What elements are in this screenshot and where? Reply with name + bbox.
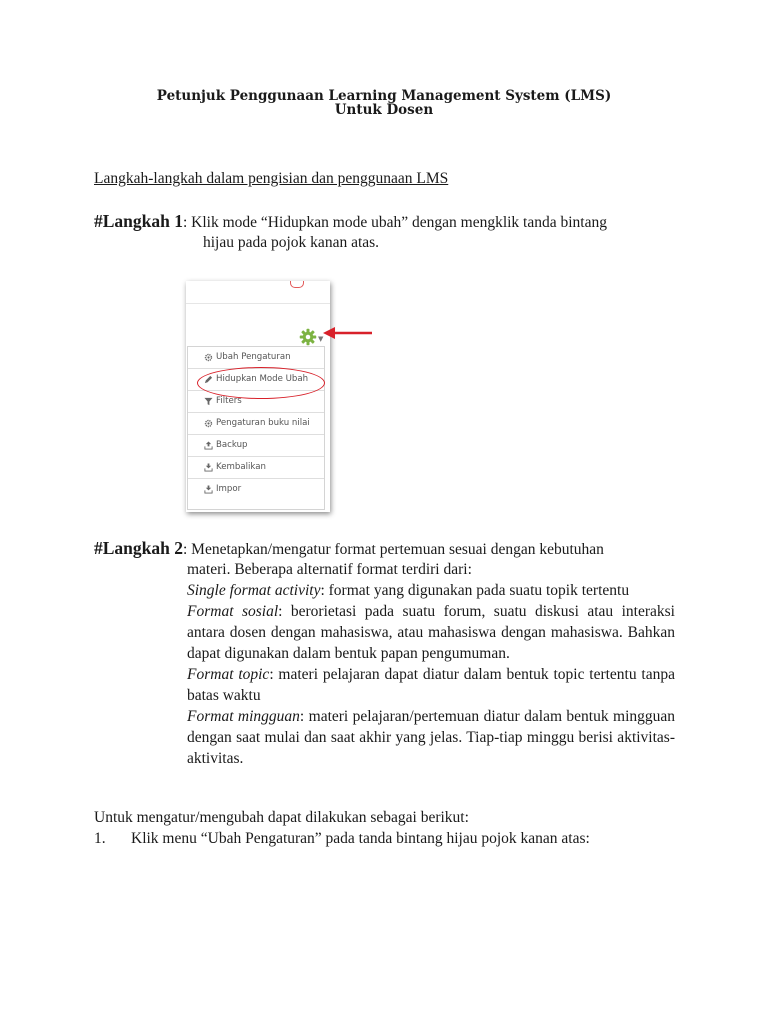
menu-item-pengaturan-buku-nilai[interactable] (188, 413, 324, 435)
instructions-intro: Untuk mengatur/mengubah dapat dilakukan sebagai berikut: (94, 809, 469, 826)
menu-item-label: Backup (216, 440, 248, 450)
red-arrow-icon (322, 324, 376, 344)
highlight-oval (197, 367, 325, 399)
step-1-text-cont: hijau pada pojok kanan atas. (203, 234, 380, 251)
format-item (187, 664, 675, 706)
step-2-text-cont: materi. Beberapa alternatif format terdiri dari: (187, 561, 472, 578)
step-2-text: : Menetapkan/mengatur format pertemuan sesuai dengan kebutuhan (183, 541, 604, 558)
menu-item-label: Impor (216, 484, 242, 494)
menu-item-impor[interactable] (188, 479, 324, 501)
menu-item-ubah-pengaturan[interactable] (188, 347, 324, 369)
menu-item-label: Filters (216, 396, 242, 406)
step-2 (94, 538, 604, 560)
format-desc: : materi pelajaran dapat diatur dalam bentuk topic tertentu tanpa batas waktu (187, 666, 675, 704)
format-name: Single format activity (187, 582, 321, 599)
format-desc: : berorietasi pada suatu forum, suatu diskusi atau interaksi antara dosen dengan mahasiswa, atau mahasiswa dengan mahasiswa. Bahkan dapat digunakan dalam bentuk papan pengumuman. (187, 603, 675, 662)
format-name: Format mingguan (187, 708, 300, 725)
menu-item-label: Hidupkan Mode Ubah (216, 374, 309, 384)
step-2-label: #Langkah 2 (94, 538, 183, 558)
divider (186, 303, 330, 304)
format-list (187, 580, 675, 769)
gear-icon (204, 419, 213, 428)
menu-item-backup[interactable] (188, 435, 324, 457)
download-icon (204, 485, 213, 494)
filter-icon (204, 397, 213, 406)
format-desc: : materi pelajaran/pertemuan diatur dalam bentuk mingguan dengan saat mulai dan saat akhir yang jelas. Tiap-tiap minggu berisi aktivitas-aktivitas. (187, 708, 675, 767)
menu-item-kembalikan[interactable] (188, 457, 324, 479)
gear-icon (299, 328, 317, 346)
step-1-text: : Klik mode “Hidupkan mode ubah” dengan mengklik tanda bintang (183, 214, 607, 231)
chevron-down-icon: ▼ (318, 335, 324, 343)
format-item (187, 706, 675, 769)
format-item (187, 601, 675, 664)
menu-item-label: Pengaturan buku nilai (216, 418, 310, 428)
download-icon (204, 463, 213, 472)
document-subtitle: Untuk Dosen (334, 102, 434, 118)
upload-icon (204, 441, 213, 450)
step-1 (94, 211, 607, 233)
partial-icon (290, 281, 304, 288)
instruction-number: 1. (94, 830, 106, 847)
step-1-label: #Langkah 1 (94, 211, 183, 231)
menu-item-label: Kembalikan (216, 462, 266, 472)
format-item (187, 580, 675, 601)
format-desc: : format yang digunakan pada suatu topik tertentu (320, 582, 630, 599)
menu-item-label: Ubah Pengaturan (216, 352, 291, 362)
instruction-text: Klik menu “Ubah Pengaturan” pada tanda bintang hijau pojok kanan atas: (131, 830, 590, 847)
format-name: Format topic (187, 666, 270, 683)
format-name: Format sosial (187, 603, 279, 620)
section-heading: Langkah-langkah dalam pengisian dan penggunaan LMS (94, 170, 449, 187)
gear-icon (204, 353, 213, 362)
document-title: Petunjuk Penggunaan Learning Management System (LMS) (156, 88, 612, 104)
